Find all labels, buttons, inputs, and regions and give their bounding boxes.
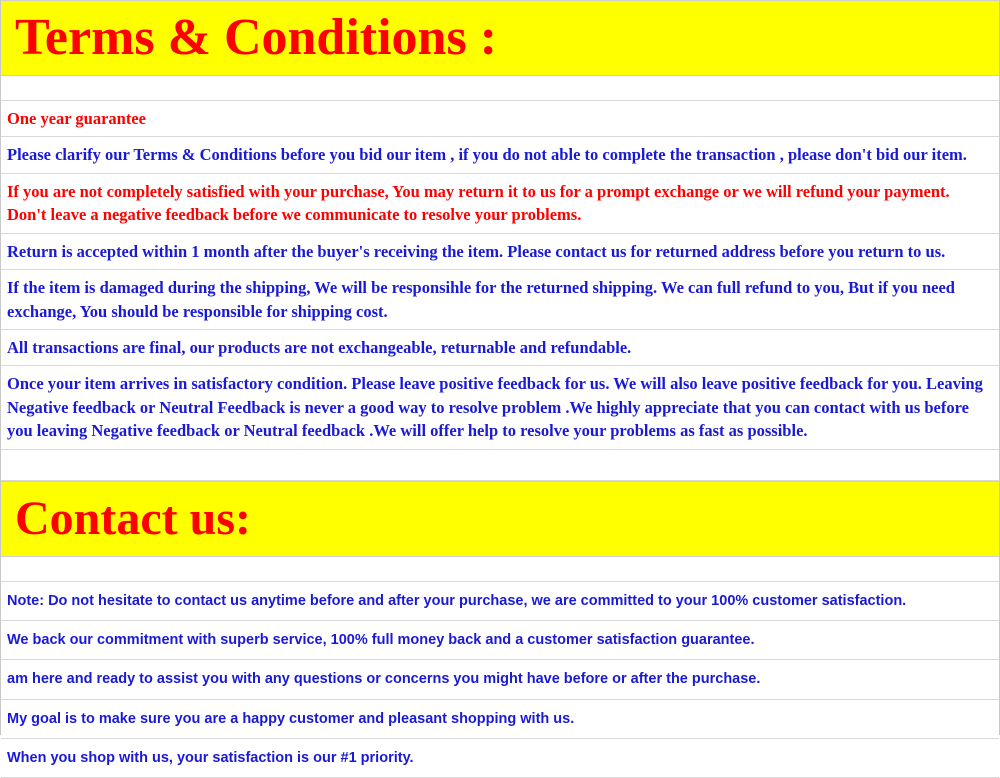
contact-title-band [1, 481, 999, 557]
terms-paragraph-6 [1, 366, 999, 449]
terms-paragraph-text: If you are not completely satisfied with your purchase, You may return it to us for a prompt exchange or we will refund your payment. Don't leave a negative feedback before we communicate to resolve your problems. [7, 181, 950, 225]
contact-line-3 [1, 660, 999, 699]
spacer-under-contact-title [1, 557, 999, 582]
terms-subtitle: One year guarantee [7, 109, 147, 128]
terms-paragraph-text: Once your item arrives in satisfactory condition. Please leave positive feedback for us. We will also leave positive feedback for you. Leaving Negative feedback or Neutral Feedback is never a good way to resolve problem .We highly appreciate that you can contact with us before you leaving Negative feedback or Neutral feedback .We will offer help to resolve your problems as fast as possible. [7, 374, 983, 441]
contact-line-text: We back our commitment with superb service, 100% full money back and a customer satisfaction guarantee. [7, 631, 755, 648]
terms-paragraph-3 [1, 234, 999, 270]
contact-line-5 [1, 739, 999, 778]
contact-line-text: am here and ready to assist you with any questions or concerns you might have before or after the purchase. [7, 671, 761, 688]
contact-line-text: My goal is to make sure you are a happy customer and pleasant shopping with us. [7, 710, 575, 727]
terms-paragraph-text: Please clarify our Terms & Conditions before you bid our item , if you do not able to complete the transaction , please don't bid our item. [7, 145, 967, 165]
terms-paragraph-4 [1, 270, 999, 330]
terms-paragraph-2 [1, 174, 999, 234]
terms-paragraph-text: All transactions are final, our products are not exchangeable, returnable and refundable. [7, 337, 632, 357]
terms-paragraph-text: Return is accepted within 1 month after the buyer's receiving the item. Please contact us for returned address before you return to us. [7, 241, 946, 261]
contact-line-2 [1, 621, 999, 660]
contact-line-4 [1, 700, 999, 739]
terms-paragraph-text: If the item is damaged during the shipping, We will be responsihle for the returned shipping. We can full refund to you, But if you need exchange, You should be responsible for shipping cost. [7, 278, 955, 321]
spacer-under-terms-title [1, 76, 999, 101]
terms-title-band [1, 0, 999, 76]
contact-line-text: Note: Do not hesitate to contact us anytime before and after your purchase, we are committed to your 100% customer satisfaction. [7, 592, 907, 609]
terms-paragraph-1 [1, 137, 999, 173]
contact-title: Contact us: [15, 491, 251, 545]
contact-line-text: When you shop with us, your satisfaction is our #1 priority. [7, 749, 414, 766]
terms-subtitle-row [1, 101, 999, 137]
terms-paragraph-5 [1, 330, 999, 366]
contact-line-1 [1, 582, 999, 621]
spacer-above-contact [1, 450, 999, 481]
page-title: Terms & Conditions : [15, 9, 498, 66]
